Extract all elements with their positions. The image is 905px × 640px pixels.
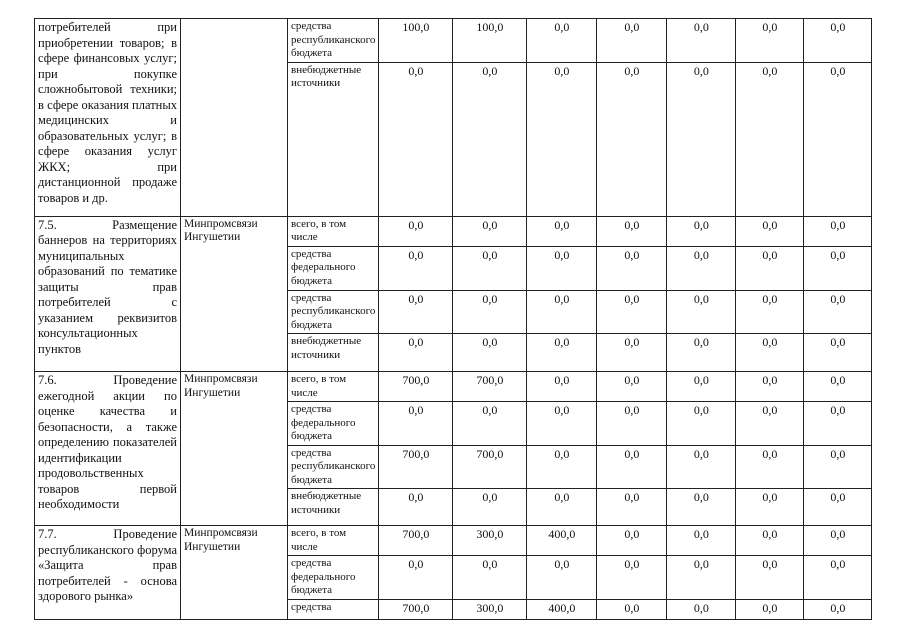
amount-cell: 0,0 <box>667 62 736 216</box>
amount-cell: 0,0 <box>736 62 804 216</box>
funding-source-cell: внебюджетные источники <box>288 62 379 216</box>
amount-cell: 0,0 <box>804 246 872 290</box>
amount-cell: 0,0 <box>597 19 667 63</box>
amount-cell: 700,0 <box>379 372 453 402</box>
amount-cell: 0,0 <box>379 334 453 372</box>
amount-cell: 0,0 <box>736 334 804 372</box>
table-row <box>35 19 872 63</box>
amount-cell: 0,0 <box>527 290 597 334</box>
amount-cell: 0,0 <box>667 402 736 446</box>
responsible-executor-cell: Минпромсвязи Ингушетии <box>181 526 288 620</box>
amount-cell: 0,0 <box>453 216 527 246</box>
responsible-executor-cell <box>181 19 288 217</box>
funding-source-cell: средства федерального бюджета <box>288 402 379 446</box>
amount-cell: 0,0 <box>804 445 872 489</box>
amount-cell: 0,0 <box>597 216 667 246</box>
amount-cell: 0,0 <box>667 290 736 334</box>
amount-cell: 0,0 <box>804 216 872 246</box>
amount-cell: 0,0 <box>379 402 453 446</box>
activity-name-cell: 7.7. Проведение республиканского форума «Защита прав потребителей - основа здорового рынка» <box>35 526 181 620</box>
amount-cell: 0,0 <box>804 556 872 600</box>
amount-cell: 0,0 <box>736 489 804 526</box>
table-row <box>35 216 872 246</box>
table-row <box>35 372 872 402</box>
amount-cell: 0,0 <box>453 290 527 334</box>
amount-cell: 0,0 <box>667 216 736 246</box>
amount-cell: 0,0 <box>597 599 667 619</box>
funding-source-cell: всего, в том числе <box>288 372 379 402</box>
amount-cell: 0,0 <box>736 526 804 556</box>
funding-source-cell: всего, в том числе <box>288 526 379 556</box>
amount-cell: 0,0 <box>597 402 667 446</box>
amount-cell: 0,0 <box>804 334 872 372</box>
amount-cell: 0,0 <box>527 334 597 372</box>
amount-cell: 0,0 <box>667 556 736 600</box>
funding-source-cell: всего, в том числе <box>288 216 379 246</box>
amount-cell: 0,0 <box>736 402 804 446</box>
amount-cell: 0,0 <box>527 489 597 526</box>
amount-cell: 700,0 <box>453 372 527 402</box>
amount-cell: 0,0 <box>667 246 736 290</box>
amount-cell: 400,0 <box>527 599 597 619</box>
amount-cell: 0,0 <box>804 19 872 63</box>
activity-name-cell: 7.5. Размещение баннеров на территориях муниципальных образований по тематике защиты прав потребителей с указанием реквизитов консультационных пунктов <box>35 216 181 372</box>
amount-cell: 0,0 <box>527 402 597 446</box>
amount-cell: 0,0 <box>453 246 527 290</box>
amount-cell: 0,0 <box>597 489 667 526</box>
amount-cell: 0,0 <box>804 489 872 526</box>
amount-cell: 0,0 <box>736 290 804 334</box>
amount-cell: 0,0 <box>597 445 667 489</box>
amount-cell: 0,0 <box>527 216 597 246</box>
amount-cell: 0,0 <box>667 489 736 526</box>
amount-cell: 300,0 <box>453 599 527 619</box>
funding-source-cell: средства республиканского бюджета <box>288 290 379 334</box>
amount-cell: 0,0 <box>667 372 736 402</box>
amount-cell: 0,0 <box>736 599 804 619</box>
amount-cell: 0,0 <box>667 599 736 619</box>
amount-cell: 0,0 <box>527 445 597 489</box>
amount-cell: 0,0 <box>804 290 872 334</box>
amount-cell: 700,0 <box>379 445 453 489</box>
budget-table <box>34 18 872 620</box>
funding-source-cell: средства республиканского бюджета <box>288 19 379 63</box>
amount-cell: 300,0 <box>453 526 527 556</box>
amount-cell: 0,0 <box>453 62 527 216</box>
amount-cell: 0,0 <box>736 19 804 63</box>
amount-cell: 0,0 <box>527 372 597 402</box>
amount-cell: 0,0 <box>736 372 804 402</box>
amount-cell: 0,0 <box>527 62 597 216</box>
amount-cell: 0,0 <box>597 62 667 216</box>
funding-source-cell: средства <box>288 599 379 619</box>
amount-cell: 0,0 <box>597 334 667 372</box>
amount-cell: 0,0 <box>379 290 453 334</box>
responsible-executor-cell: Минпромсвязи Ингушетии <box>181 372 288 526</box>
amount-cell: 0,0 <box>527 246 597 290</box>
funding-source-cell: средства федерального бюджета <box>288 246 379 290</box>
amount-cell: 0,0 <box>804 599 872 619</box>
amount-cell: 0,0 <box>667 19 736 63</box>
amount-cell: 0,0 <box>804 62 872 216</box>
amount-cell: 0,0 <box>597 290 667 334</box>
activity-name-cell: 7.6. Проведение ежегодной акции по оценке качества и безопасности, а также определению показателей идентификации продовольственных товаров первой необходимости <box>35 372 181 526</box>
amount-cell: 0,0 <box>379 62 453 216</box>
amount-cell: 700,0 <box>379 526 453 556</box>
funding-source-cell: средства федерального бюджета <box>288 556 379 600</box>
amount-cell: 0,0 <box>379 246 453 290</box>
responsible-executor-cell: Минпромсвязи Ингушетии <box>181 216 288 372</box>
amount-cell: 0,0 <box>804 526 872 556</box>
amount-cell: 0,0 <box>453 334 527 372</box>
amount-cell: 0,0 <box>804 402 872 446</box>
amount-cell: 700,0 <box>379 599 453 619</box>
amount-cell: 0,0 <box>379 489 453 526</box>
amount-cell: 0,0 <box>527 19 597 63</box>
amount-cell: 0,0 <box>736 556 804 600</box>
amount-cell: 0,0 <box>453 402 527 446</box>
amount-cell: 400,0 <box>527 526 597 556</box>
amount-cell: 0,0 <box>379 216 453 246</box>
activity-name-cell: потребителей при приобретении товаров; в сфере финансовых услуг; при покупке сложнобытовой техники; в сфере оказания платных медицинских и образовательных услуг; в сфере оказания услуг ЖКХ; при дистанционной продаже товаров и др. <box>35 19 181 217</box>
amount-cell: 0,0 <box>597 556 667 600</box>
amount-cell: 0,0 <box>597 372 667 402</box>
funding-source-cell: средства республиканского бюджета <box>288 445 379 489</box>
amount-cell: 700,0 <box>453 445 527 489</box>
amount-cell: 0,0 <box>453 556 527 600</box>
amount-cell: 0,0 <box>667 526 736 556</box>
amount-cell: 0,0 <box>527 556 597 600</box>
amount-cell: 0,0 <box>736 216 804 246</box>
amount-cell: 0,0 <box>667 334 736 372</box>
amount-cell: 0,0 <box>804 372 872 402</box>
amount-cell: 0,0 <box>667 445 736 489</box>
amount-cell: 0,0 <box>597 246 667 290</box>
amount-cell: 0,0 <box>379 556 453 600</box>
amount-cell: 0,0 <box>597 526 667 556</box>
table-row <box>35 526 872 556</box>
funding-source-cell: внебюджетные источники <box>288 489 379 526</box>
amount-cell: 100,0 <box>379 19 453 63</box>
amount-cell: 0,0 <box>453 489 527 526</box>
amount-cell: 100,0 <box>453 19 527 63</box>
amount-cell: 0,0 <box>736 445 804 489</box>
amount-cell: 0,0 <box>736 246 804 290</box>
funding-source-cell: внебюджетные источники <box>288 334 379 372</box>
